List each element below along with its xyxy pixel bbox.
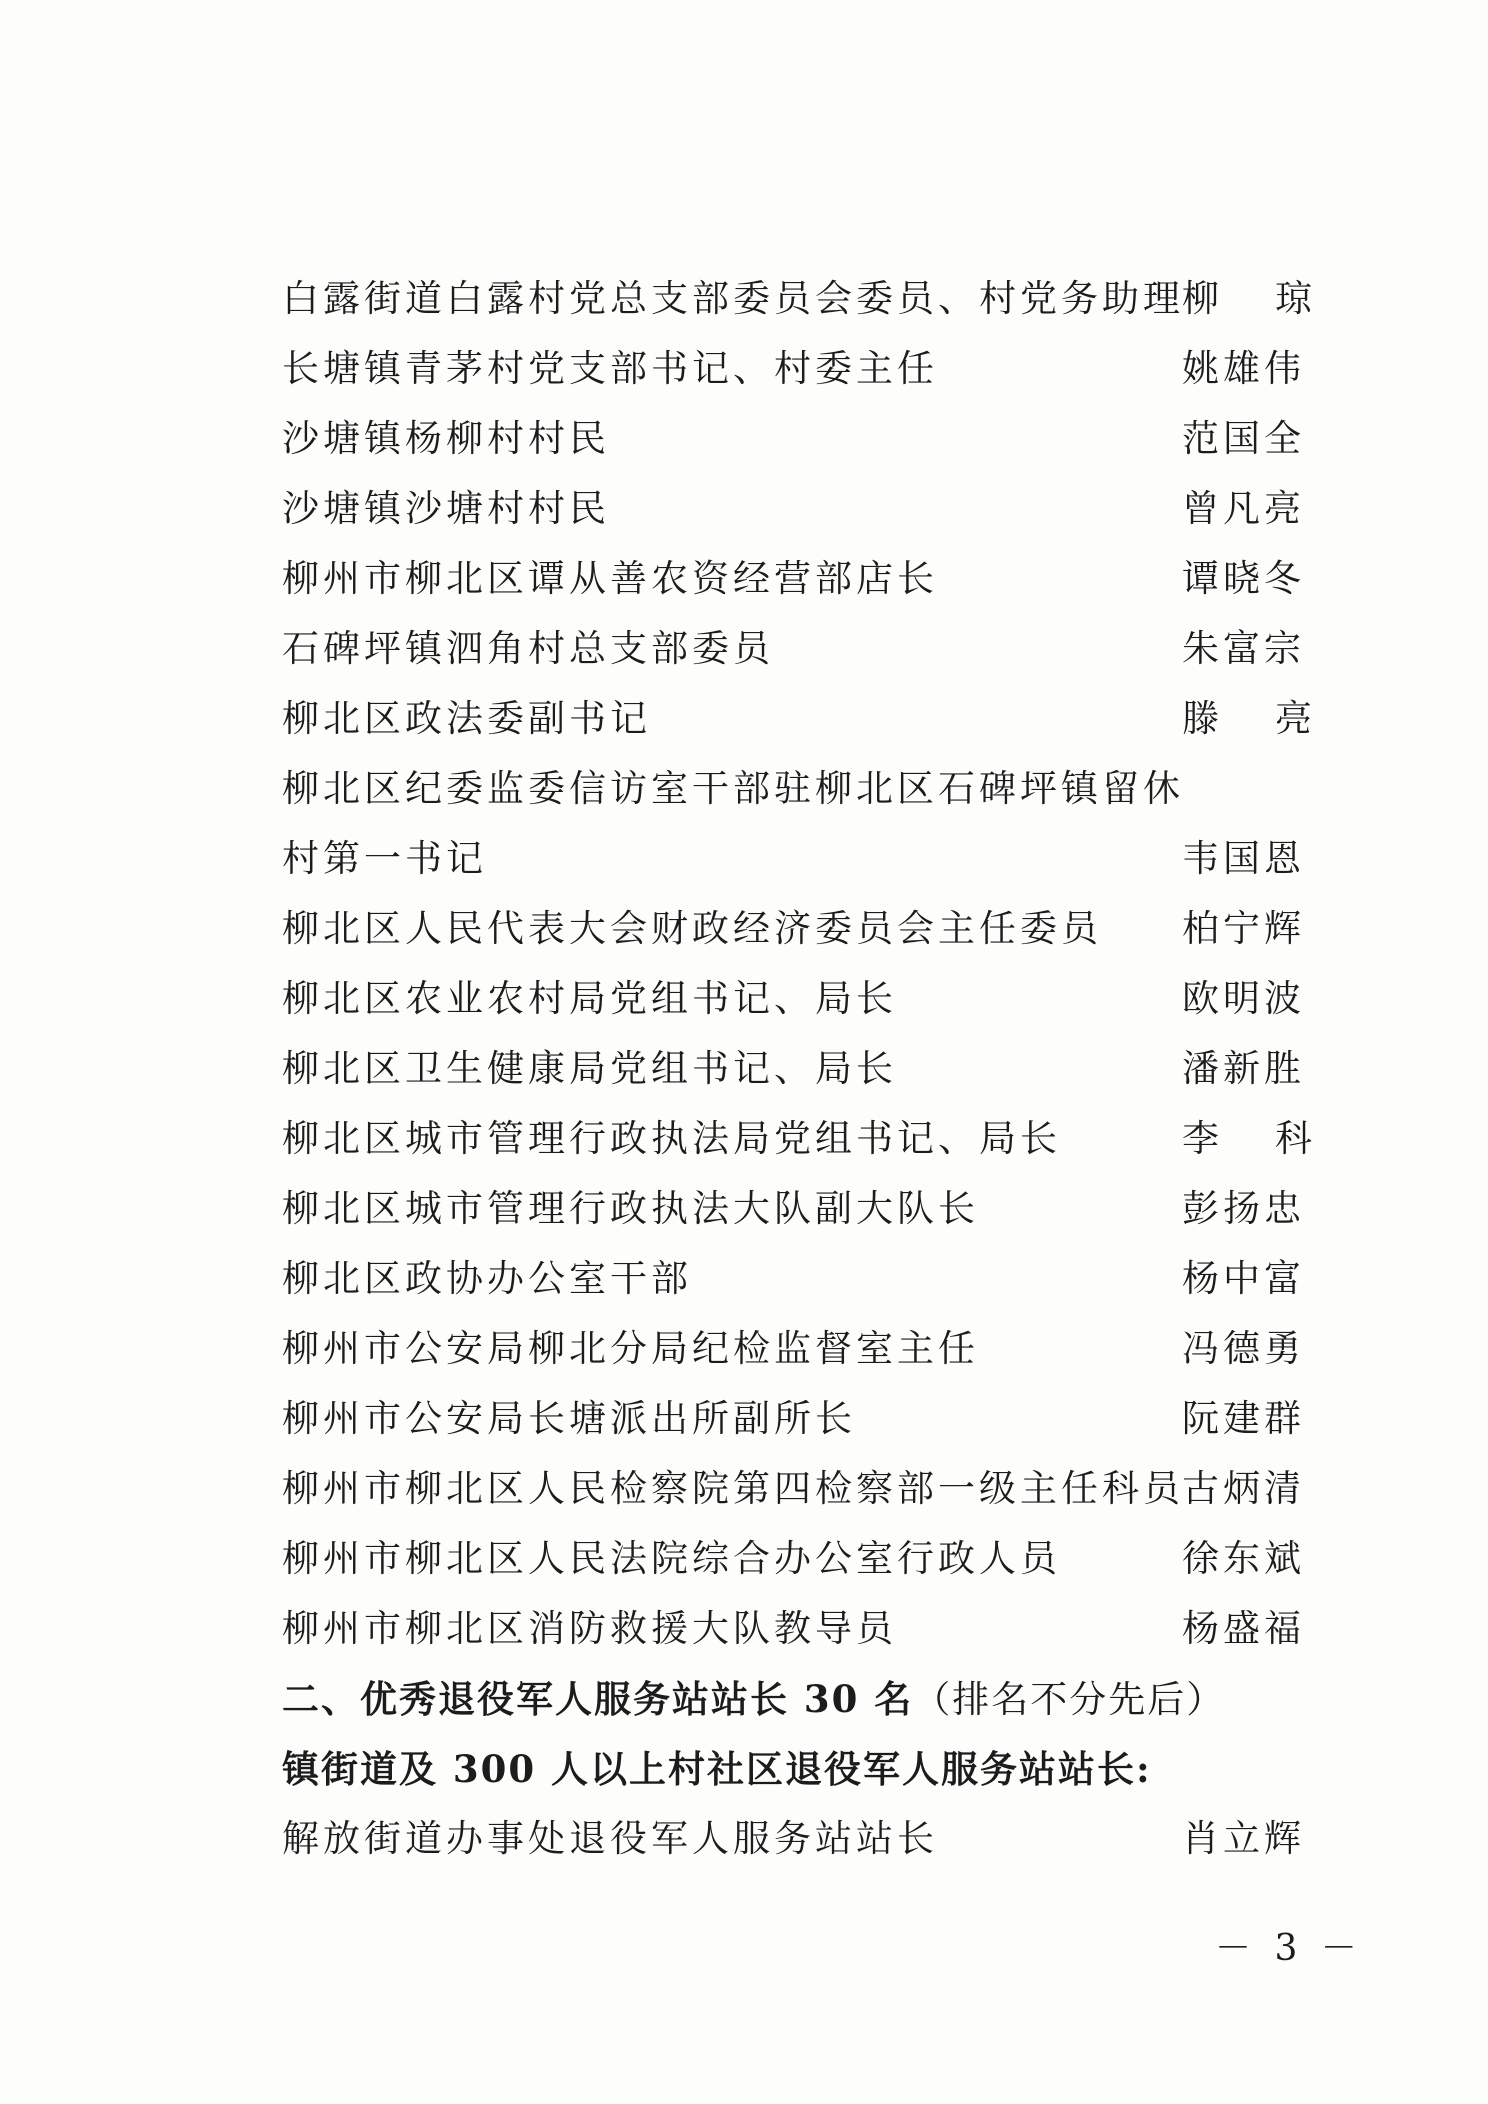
entry-title: 石碑坪镇泗角村总支部委员 [282,627,774,670]
entry-name [1182,474,1312,544]
entry-title: 柳北区农业农村局党组书记、局长 [282,977,897,1020]
entry-name [1182,1524,1312,1594]
entry-title: 柳北区政法委副书记 [282,697,651,740]
entry-title: 柳州市公安局柳北分局纪检监督室主任 [282,1327,979,1370]
entry-name [1182,614,1312,684]
list-item [282,614,1312,684]
name-part: 彭扬忠 [1182,1187,1305,1230]
entry-name [1182,964,1312,1034]
entry-name [1182,1244,1312,1314]
section-subheading [282,1734,1312,1804]
entry-title: 柳州市公安局长塘派出所副所长 [282,1397,856,1440]
entry-title: 柳北区政协办公室干部 [282,1257,692,1300]
list-item [282,1524,1312,1594]
list-item [282,964,1312,1034]
entry-title: 柳北区纪委监委信访室干部驻柳北区石碑坪镇留休 [282,767,1184,810]
list-item [282,1174,1312,1244]
name-part: 冯德勇 [1182,1327,1305,1370]
list-item [282,1594,1312,1664]
list-item [282,264,1312,334]
name-part: 范国全 [1182,417,1305,460]
entry-title: 柳北区人民代表大会财政经济委员会主任委员 [282,907,1102,950]
entry-title: 柳北区城市管理行政执法局党组书记、局长 [282,1117,1061,1160]
list-item [282,544,1312,614]
name-part: 琼 [1275,277,1312,320]
name-part: 杨盛福 [1182,1607,1305,1650]
entry-title: 柳州市柳北区谭从善农资经营部店长 [282,557,938,600]
entry-name [1182,1384,1312,1454]
entry-name [1182,1174,1312,1244]
list-item [282,1804,1312,1874]
list-item [282,1454,1312,1524]
entry-name [1182,684,1312,754]
list-item [282,1384,1312,1454]
entry-title: 沙塘镇沙塘村村民 [282,487,610,530]
name-part: 徐东斌 [1182,1537,1305,1580]
name-part: 潘新胜 [1182,1047,1305,1090]
entry-title: 解放街道办事处退役军人服务站站长 [282,1817,938,1860]
name-part: 欧明波 [1182,977,1305,1020]
entry-name [1182,264,1312,334]
list-item [282,754,1312,824]
entry-name [1182,1314,1312,1384]
section-heading-main: 二、优秀退役军人服务站站长 30 名 [282,1677,914,1721]
list-item [282,1244,1312,1314]
name-part: 阮建群 [1182,1397,1305,1440]
list-item [282,1314,1312,1384]
name-part: 朱富宗 [1182,627,1305,670]
entry-name [1182,1034,1312,1104]
entry-name [1182,334,1312,404]
list-item [282,824,1312,894]
list-item [282,334,1312,404]
page-number: － 3 － [1215,1928,1363,1969]
name-part: 滕 [1182,697,1219,740]
name-part: 柏宁辉 [1182,907,1305,950]
section-heading [282,1664,1312,1734]
name-part: 柳 [1182,277,1219,320]
entry-title: 柳州市柳北区人民法院综合办公室行政人员 [282,1537,1061,1580]
name-part: 姚雄伟 [1182,347,1305,390]
entry-title: 沙塘镇杨柳村村民 [282,417,610,460]
name-part: 谭晓冬 [1182,557,1305,600]
name-part: 科 [1275,1117,1312,1160]
name-part: 亮 [1275,697,1312,740]
entry-name [1182,824,1312,894]
entry-title: 白露街道白露村党总支部委员会委员、村党务助理 [282,277,1184,320]
entry-name [1182,894,1312,964]
entry-name [1182,1454,1312,1524]
award-list [282,264,1312,1874]
entry-title: 柳北区卫生健康局党组书记、局长 [282,1047,897,1090]
entry-name [1182,544,1312,614]
list-item [282,1104,1312,1174]
name-part: 韦国恩 [1182,837,1305,880]
section-heading-note: （排名不分先后） [913,1678,1226,1721]
list-item [282,684,1312,754]
name-part: 李 [1182,1117,1219,1160]
entry-title: 长塘镇青茅村党支部书记、村委主任 [282,347,938,390]
entry-name [1182,1104,1312,1174]
entry-name [1182,1804,1312,1874]
name-part: 曾凡亮 [1182,487,1305,530]
section-heading-text [282,1664,1225,1735]
name-part: 杨中富 [1182,1257,1305,1300]
list-item [282,894,1312,964]
list-item [282,474,1312,544]
entry-title: 柳北区城市管理行政执法大队副大队长 [282,1187,979,1230]
entry-name [1182,1594,1312,1664]
list-item [282,1034,1312,1104]
entry-title: 柳州市柳北区人民检察院第四检察部一级主任科员 [282,1467,1184,1510]
entry-title: 村第一书记 [282,837,487,880]
name-part: 古炳清 [1182,1467,1305,1510]
entry-name [1182,404,1312,474]
entry-title: 柳州市柳北区消防救援大队教导员 [282,1607,897,1650]
section-subheading-text: 镇街道及 300 人以上村社区退役军人服务站站长: [282,1747,1152,1791]
list-item [282,404,1312,474]
name-part: 肖立辉 [1182,1817,1305,1860]
